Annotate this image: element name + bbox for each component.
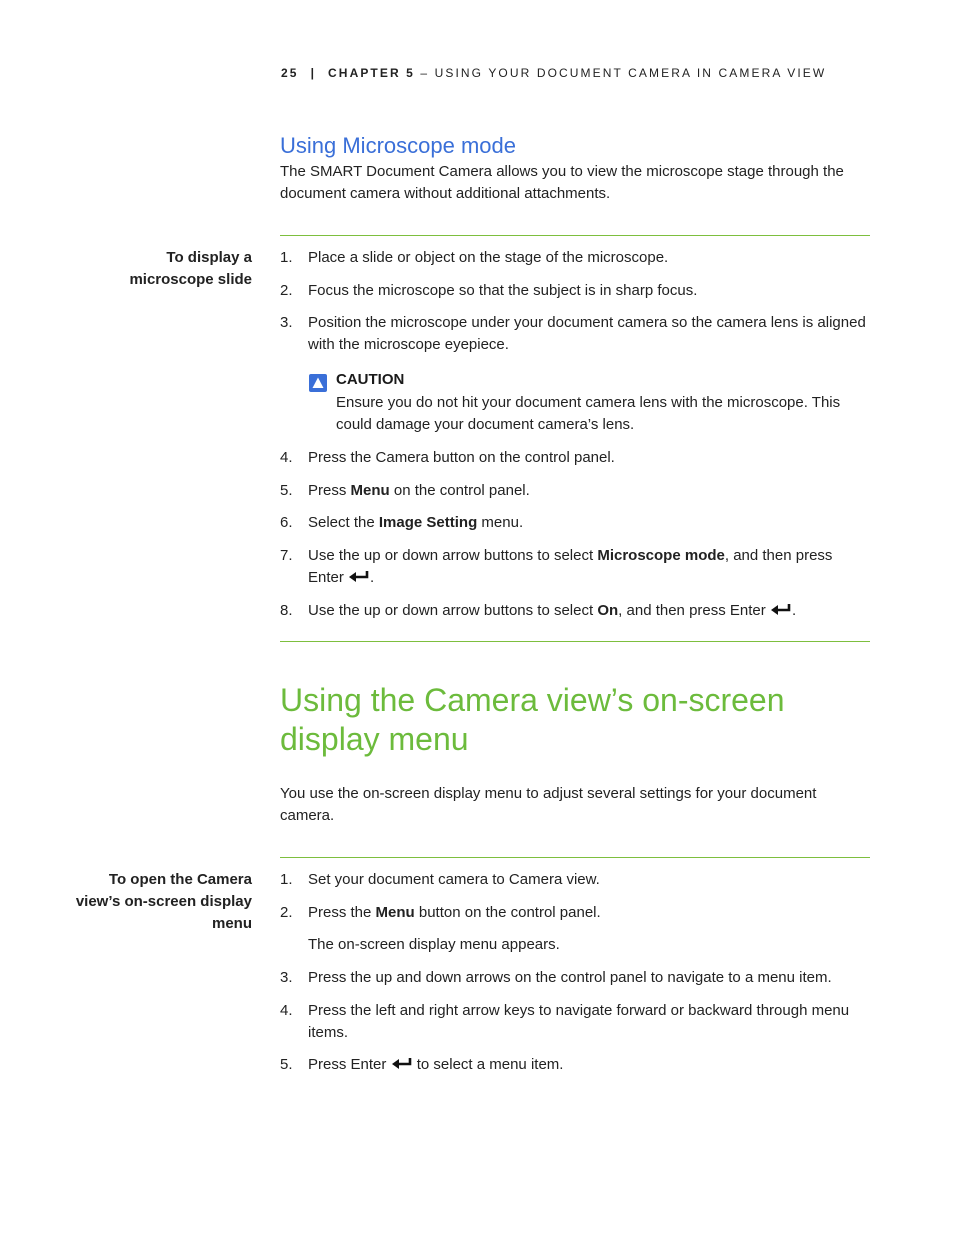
step-text-part: Press Enter xyxy=(308,1056,387,1073)
divider xyxy=(280,641,870,642)
step-text-part: , and then press Enter xyxy=(308,547,833,586)
step-text-part: Press the xyxy=(308,904,376,921)
enter-key-icon xyxy=(348,570,370,583)
step-number: 2. xyxy=(280,282,293,299)
section-heading-onscreen-menu: Using the Camera view’s on-screen display menu xyxy=(280,682,785,757)
step-text: Focus the microscope so that the subject is in sharp focus. xyxy=(308,282,698,299)
step-text xyxy=(308,600,870,622)
procedure-title-line: To open the Camera xyxy=(108,871,252,888)
step-text-part: button on the control panel. xyxy=(414,904,601,921)
step-number: 1. xyxy=(280,249,293,266)
procedure-title-line: view’s on-screen display xyxy=(75,893,252,910)
step-number: 1. xyxy=(280,871,293,888)
running-header xyxy=(281,66,826,80)
list-item xyxy=(280,512,870,534)
step-number: 7. xyxy=(280,547,293,564)
divider xyxy=(280,857,870,858)
step-text-part: Select the xyxy=(308,514,379,531)
procedure-title-line: microscope slide xyxy=(129,271,252,288)
enter-key-icon xyxy=(770,603,792,616)
list-item xyxy=(280,480,870,502)
enter-key-icon xyxy=(391,1057,413,1070)
step-text: Place a slide or object on the stage of the microscope. xyxy=(308,249,669,266)
list-item xyxy=(280,600,870,622)
step-number: 4. xyxy=(280,1002,293,1019)
step-number: 6. xyxy=(280,514,293,531)
step-text xyxy=(308,1054,870,1076)
step-text-bold: On xyxy=(597,602,619,619)
step-text-part: . xyxy=(370,569,375,586)
divider xyxy=(280,235,870,236)
page-number: 25 xyxy=(281,66,299,80)
list-item xyxy=(280,247,870,269)
list-item xyxy=(280,280,870,302)
list-item xyxy=(280,312,870,356)
step-text-part: to select a menu item. xyxy=(412,1056,564,1073)
caution-triangle-icon xyxy=(309,374,327,392)
step-number: 2. xyxy=(280,904,293,921)
chapter-label: CHAPTER 5 xyxy=(328,66,415,80)
step-text-part: , and then press Enter xyxy=(618,602,766,619)
step-text-part: Use the up or down arrow buttons to select xyxy=(308,602,598,619)
step-number: 4. xyxy=(280,449,293,466)
step-number: 3. xyxy=(280,314,293,331)
chapter-title: – USING YOUR DOCUMENT CAMERA IN CAMERA VIEW xyxy=(414,66,827,80)
caution-text: Ensure you do not hit your document camera lens with the microscope. This could damage your document camera’s lens. xyxy=(336,394,841,433)
list-item xyxy=(280,1054,870,1076)
section-intro: The SMART Document Camera allows you to view the microscope stage through the document camera without additional attachments. xyxy=(280,163,844,202)
list-item xyxy=(280,1000,870,1044)
step-text-part: Press xyxy=(308,482,351,499)
step-text-bold: Menu xyxy=(375,904,415,921)
step-text: Press the Camera button on the control panel. xyxy=(308,449,615,466)
section-heading-microscope: Using Microscope mode xyxy=(280,133,516,158)
step-number: 3. xyxy=(280,969,293,986)
procedure-title xyxy=(129,247,252,291)
step-text-bold: Menu xyxy=(350,482,390,499)
step-text-part: menu. xyxy=(477,514,524,531)
step-text xyxy=(308,480,870,502)
step-number: 8. xyxy=(280,602,293,619)
list-item xyxy=(280,545,870,589)
list-item xyxy=(280,967,870,989)
procedure-title-line: To display a xyxy=(166,249,252,266)
step-result: The on-screen display menu appears. xyxy=(308,936,560,953)
step-number: 5. xyxy=(280,1056,293,1073)
step-text xyxy=(308,545,870,589)
header-separator: | xyxy=(310,66,317,80)
step-text-part: Use the up or down arrow buttons to select xyxy=(308,547,598,564)
step-text: Set your document camera to Camera view. xyxy=(308,871,600,888)
step-text: Position the microscope under your document camera so the camera lens is aligned with the microscope eyepiece. xyxy=(308,314,866,353)
step-text-bold: Microscope mode xyxy=(597,547,725,564)
list-item xyxy=(280,869,870,891)
list-item xyxy=(280,447,870,469)
step-text xyxy=(308,902,870,924)
step-text xyxy=(308,512,870,534)
step-text: Press the up and down arrows on the control panel to navigate to a menu item. xyxy=(308,969,832,986)
step-text: Press the left and right arrow keys to navigate forward or backward through menu items. xyxy=(308,1002,850,1041)
procedure-title-line: menu xyxy=(211,915,252,932)
section-intro: You use the on-screen display menu to adjust several settings for your document camera. xyxy=(280,785,817,824)
procedure-title xyxy=(76,869,252,935)
caution-title: CAUTION xyxy=(336,371,405,388)
list-item xyxy=(280,902,870,924)
step-number: 5. xyxy=(280,482,293,499)
step-text-bold: Image Setting xyxy=(378,514,478,531)
step-text-part: on the control panel. xyxy=(389,482,530,499)
step-text-part: . xyxy=(791,602,797,619)
